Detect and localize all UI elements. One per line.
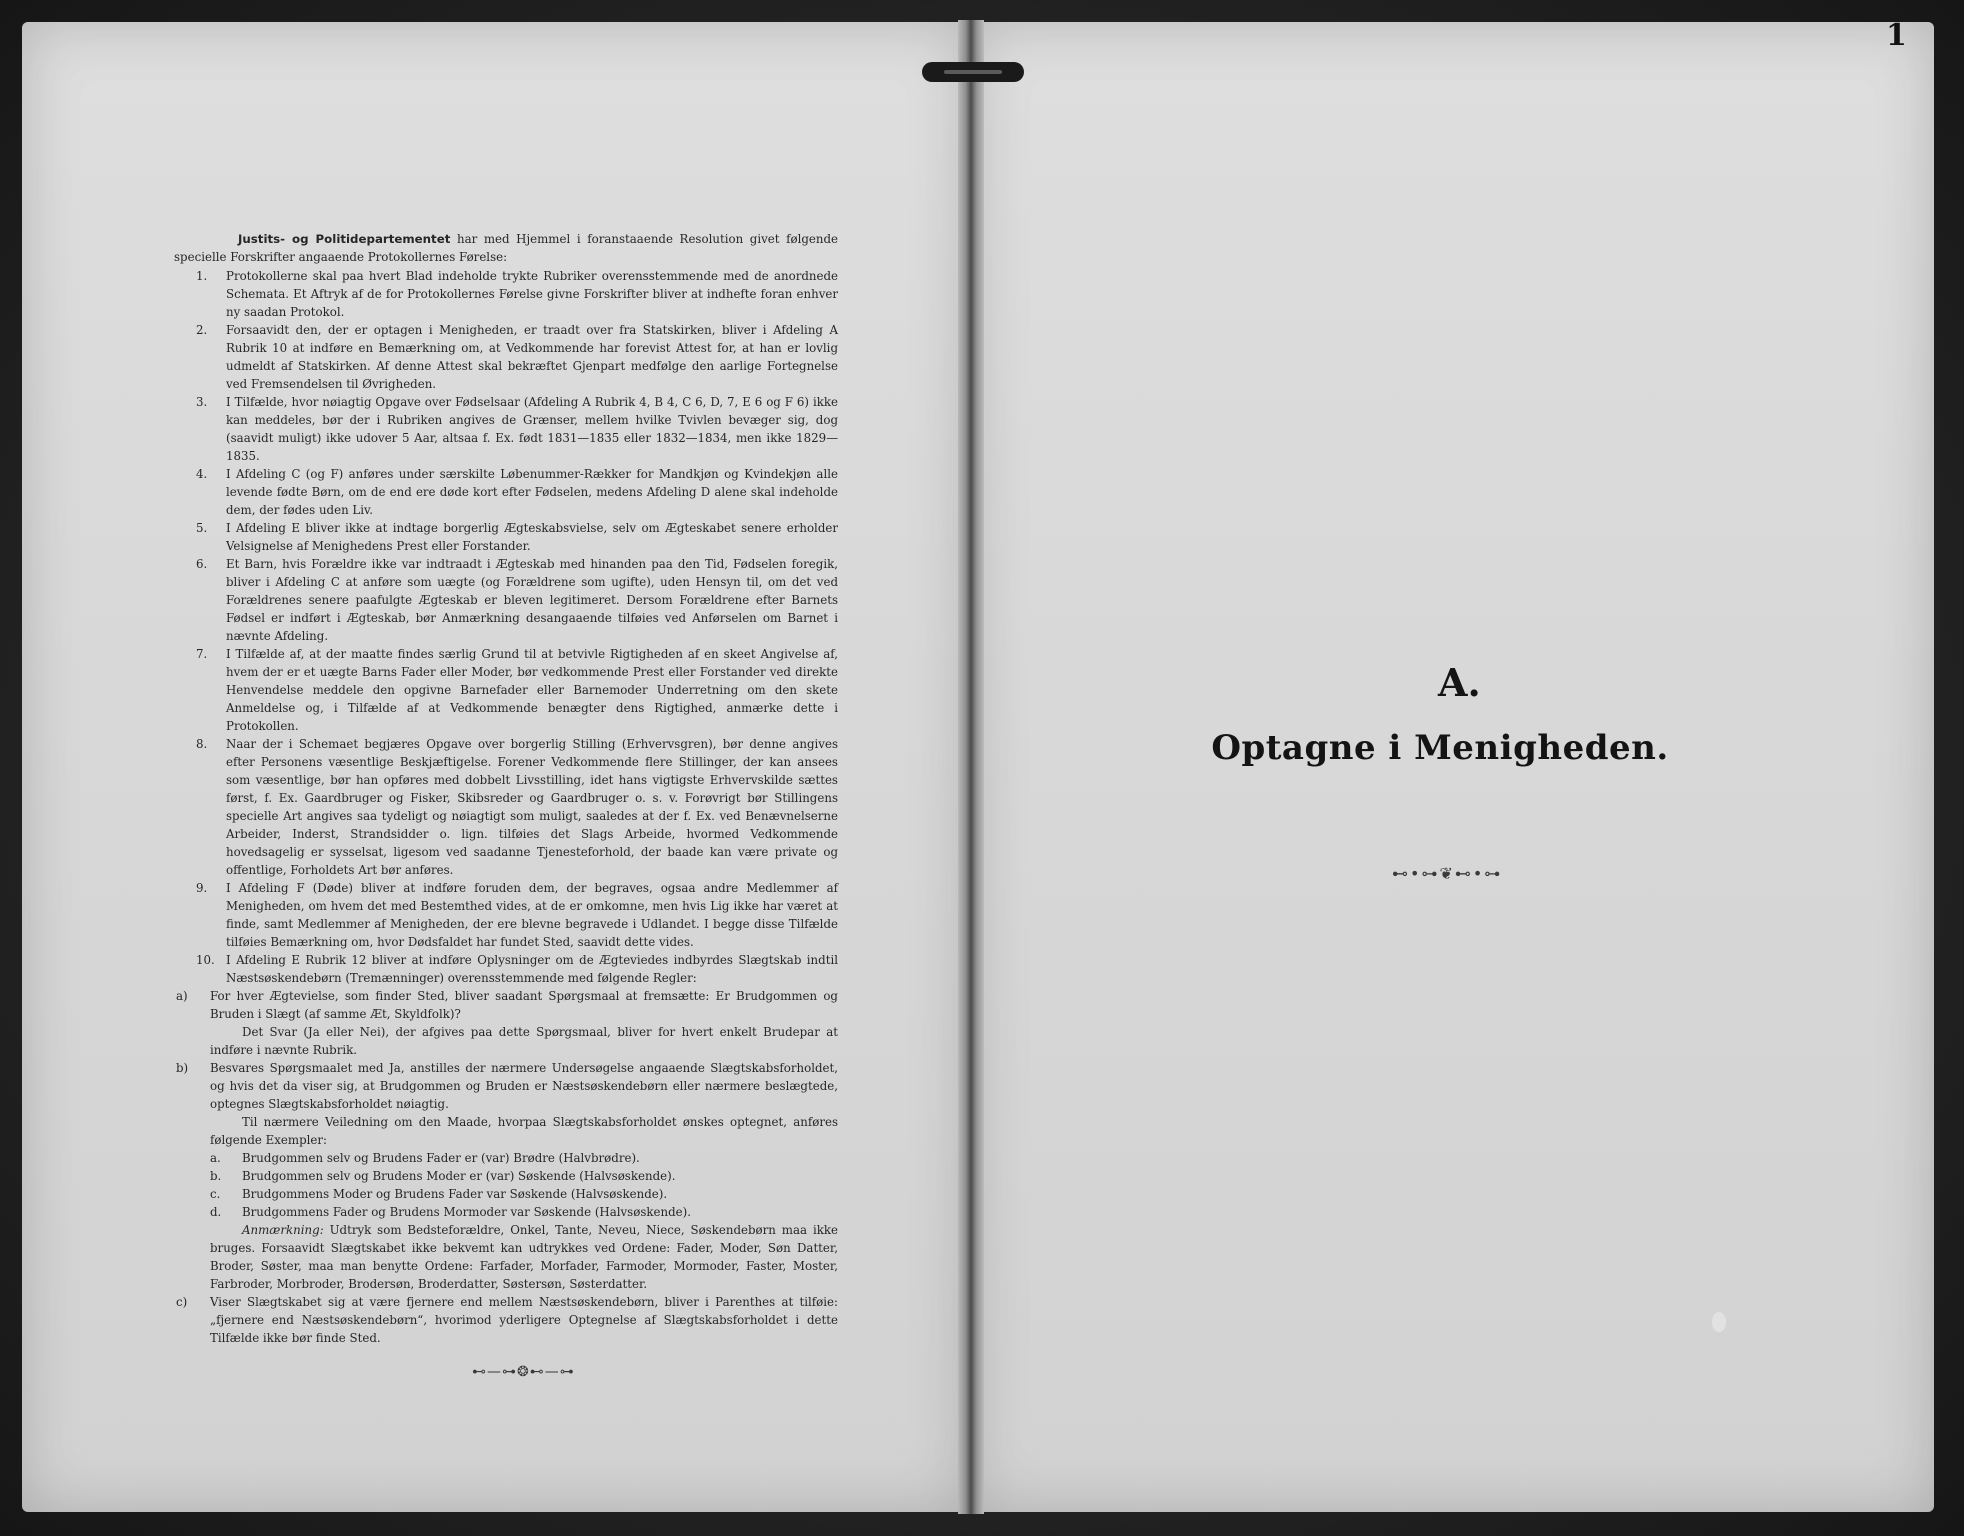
instructions-text [174, 230, 838, 1347]
example-item: c. Brudgommens Moder og Brudens Fader var Søskende (Halvsøskende). [210, 1187, 668, 1201]
rule-8: 8. Naar der i Schemaet begjæres Opgave over borgerlig Stilling (Erhvervsgren), bør denne angives efter Personens væsentlige Beskjæftigelse. Forener Vedkommende flere Stillinger, der kan ansees som væsentlige, bør han opføres med dobbelt Livsstilling, idet hans vigtigste Erhvervskilde sættes først, f. Ex. Gaardbruger og Fisker, Skibsreder og Gaardbruger o. s. v. Forøvrigt bør Stillingens specielle Art angives saa tydeligt og nøiagtigt som muligt, saaledes at der f. Ex. ved Benævnelserne Arbeider, Inderst, Strandsidder o. lign. tilføies det Slags Arbeide, hvormed Vedkommende hovedsagelig er sysselsat, ligesom ved saadanne Tjenesteforhold, der baade kan være private og offentlige, Forholdets Art bør anføres. [196, 737, 838, 877]
binding-clasp [922, 62, 1024, 82]
right-ornament: ⊷•⊶❦⊷•⊶ [1392, 864, 1503, 883]
paper-stain [1712, 1312, 1726, 1332]
section-title: Optagne i Menigheden. [1211, 728, 1669, 768]
book-gutter [958, 20, 984, 1514]
rule-2: 2. Forsaavidt den, der er optagen i Menigheden, er traadt over fra Statskirken, bliver i Afdeling A Rubrik 10 at indføre en Bemærkning om, at Vedkommende har forevist Attest for, at han er lovlig udmeldt af Statskirken. Af denne Attest skal bekræftet Gjenpart medfølge den aarlige Fortegnelse ved Fremsendelsen til Øvrigheden. [196, 323, 838, 391]
example-list [210, 1149, 838, 1221]
rule-1: 1. Protokollerne skal paa hvert Blad indeholde trykte Rubriker overensstemmende med de anordnede Schemata. Et Aftryk af de for Protokollernes Førelse givne Forskrifter bliver at indhefte foran enhver ny saadan Protokol. [196, 269, 838, 319]
remark-note: Anmærkning: Udtryk som Bedsteforældre, Onkel, Tante, Neveu, Niece, Søskendebørn maa ikke bruges. Forsaavidt Slægtskabet ikke bekvemt kan udtrykkes ved Ordene: Fader, Moder, Søn Datter, Broder, Søster, maa man benytte Ordene: Farfader, Morfader, Farmoder, Mormoder, Faster, Moster, Farbroder, Morbroder, Brodersøn, Broderdatter, Søstersøn, Søsterdatter. [210, 1223, 839, 1291]
rule-10-a: a) For hver Ægtevielse, som finder Sted, bliver saadant Spørgsmaal at fremsætte: Er Brudgommen og Bruden i Slægt (af samme Æt, Skyldfolk)? Det Svar (Ja eller Nei), der afgives paa dette Spørgsmaal, bliver for hvert enkelt Brudepar at indføre i nævnte Rubrik. [176, 989, 838, 1057]
rule-4: 4. I Afdeling C (og F) anføres under særskilte Løbenummer-Rækker for Mandkjøn og Kvindekjøn alle levende fødte Børn, om de end ere døde kort efter Fødselen, medens Afdeling D alene skal indeholde dem, der fødes uden Liv. [196, 467, 838, 517]
rule-10-b-guidance: Til nærmere Veiledning om den Maade, hvorpaa Slægtskabsforholdet ønskes optegnet, anføres følgende Exempler: [210, 1115, 838, 1147]
rule-3: 3. I Tilfælde, hvor nøiagtig Opgave over Fødselsaar (Afdeling A Rubrik 4, B 4, C 6, D, 7, E 6 og F 6) ikke kan meddeles, bør der i Rubriken angives de Grænser, mellem hvilke Tvivlen bevæger sig, dog (saavidt muligt) ikke udover 5 Aar, altsaa f. Ex. født 1831—1835 eller 1832—1834, men ikke 1829—1835. [196, 395, 838, 463]
rule-9: 9. I Afdeling F (Døde) bliver at indføre foruden dem, der begraves, ogsaa andre Medlemmer af Menigheden, om hvem det med Bestemthed vides, at de er omkomne, men hvis Lig ikke har været at finde, samt Medlemmer af Menigheden, der ere blevne begravede i Udlandet. I begge disse Tilfælde tilføies Bemærkning om, hvor Dødsfaldet har fundet Sted, saavidt dette vides. [196, 881, 838, 949]
example-item: d. Brudgommens Fader og Brudens Mormoder var Søskende (Halvsøskende). [210, 1205, 692, 1219]
intro-paragraph [174, 230, 838, 266]
section-letter: A. [1438, 660, 1481, 705]
intro-text: har med Hjemmel i foranstaaende Resolution givet følgende specielle Forskrifter angaaende Protokollernes Førelse: [174, 232, 839, 264]
rule-6: 6. Et Barn, hvis Forældre ikke var indtraadt i Ægteskab med hinanden paa den Tid, Fødselen foregik, bliver i Afdeling C at anføre som uægte (og Forældrene som ugifte), uden Hensyn til, om det ved Forældrenes senere paafulgte Ægteskab er bleven legitimeret. Dersom Forældrene efter Barnets Fødsel er indført i Ægteskab, bør Anmærkning desangaaende tilføies ved Anførselen om Barnet i nævnte Afdeling. [196, 557, 838, 643]
remark-label: Anmærkning: [242, 1223, 324, 1237]
example-item: a. Brudgommen selv og Brudens Fader er (var) Brødre (Halvbrødre). [210, 1151, 640, 1165]
rule-10-c: c) Viser Slægtskabet sig at være fjernere end mellem Næstsøskendebørn, bliver i Parenthes at tilføie: „fjernere end Næstsøskendebørn“, hvorimod yderligere Optegnelse af Slægtskabsforholdet i dette Tilfælde ikke bør finde Sted. [176, 1295, 838, 1345]
page-number: 1 [1886, 18, 1907, 53]
example-item: b. Brudgommen selv og Brudens Moder er (var) Søskende (Halvsøskende). [210, 1169, 676, 1183]
rule-10: 10. I Afdeling E Rubrik 12 bliver at indføre Oplysninger om de Ægteviedes indbyrdes Slægtskab indtil Næstsøskendebørn (Tremænninger) overensstemmende med følgende Regler: [196, 953, 838, 985]
rule-10-a-answer: Det Svar (Ja eller Nei), der afgives paa dette Spørgsmaal, bliver for hvert enkelt Brudepar at indføre i nævnte Rubrik. [210, 1025, 838, 1057]
rule-7: 7. I Tilfælde af, at der maatte findes særlig Grund til at betvivle Rigtigheden af en skeet Angivelse af, hvem der er et uægte Barns Fader eller Moder, bør vedkommende Prest eller Forstander ved direkte Henvendelse meddele den opgivne Barnefader eller Barnemoder Underretning om den skete Anmeldelse og, i Tilfælde af at Vedkommende benægter dens Rigtighed, anmærke dette i Protokollen. [196, 647, 838, 733]
rule-5: 5. I Afdeling E bliver ikke at indtage borgerlig Ægteskabsvielse, selv om Ægteskabet senere erholder Velsignelse af Menighedens Prest eller Forstander. [196, 521, 838, 553]
department-name: Justits- og Politidepartementet [238, 232, 451, 246]
rule-10-b: b) Besvares Spørgsmaalet med Ja, anstilles der nærmere Undersøgelse angaaende Slægtskabsforholdet, og hvis det da viser sig, at Brudgommen og Bruden er Næstsøskendebørn eller nærmere beslægtede, optegnes Slægtskabsforholdet nøiagtig. Til nærmere Veiledning om den Maade, hvorpaa Slægtskabsforholdet ønskes optegnet, anføres følgende Exempler: a. Brudgommen selv og Brudens Fader er (var) Brødre (Halvbrødre). b. Brudgommen selv og Brudens Moder er (var) Søskende (Halvsøskende). c. Brudgommens Moder og Brudens Fader var Søskende (Halvsøskende). d. Brudgommens Fader og Brudens Mormoder var Søskende (Halvsøskende). Anmærkning: Udtryk som Bedsteforældre, Onkel, Tante, Neveu, Niece, Søskendebørn maa ikke bruges. Forsaavidt Slægtskabet ikke bekvemt kan udtrykkes ved Ordene: Fader, Moder, Søn Datter, Broder, Søster, maa man benytte Ordene: Farfader, Morfader, Farmoder, Mormoder, Faster, Moster, Farbroder, Morbroder, Brodersøn, Broderdatter, Søstersøn, Søsterdatter. [176, 1061, 839, 1291]
left-ornament: ⊷—⊶❂⊷—⊶ [472, 1364, 575, 1380]
